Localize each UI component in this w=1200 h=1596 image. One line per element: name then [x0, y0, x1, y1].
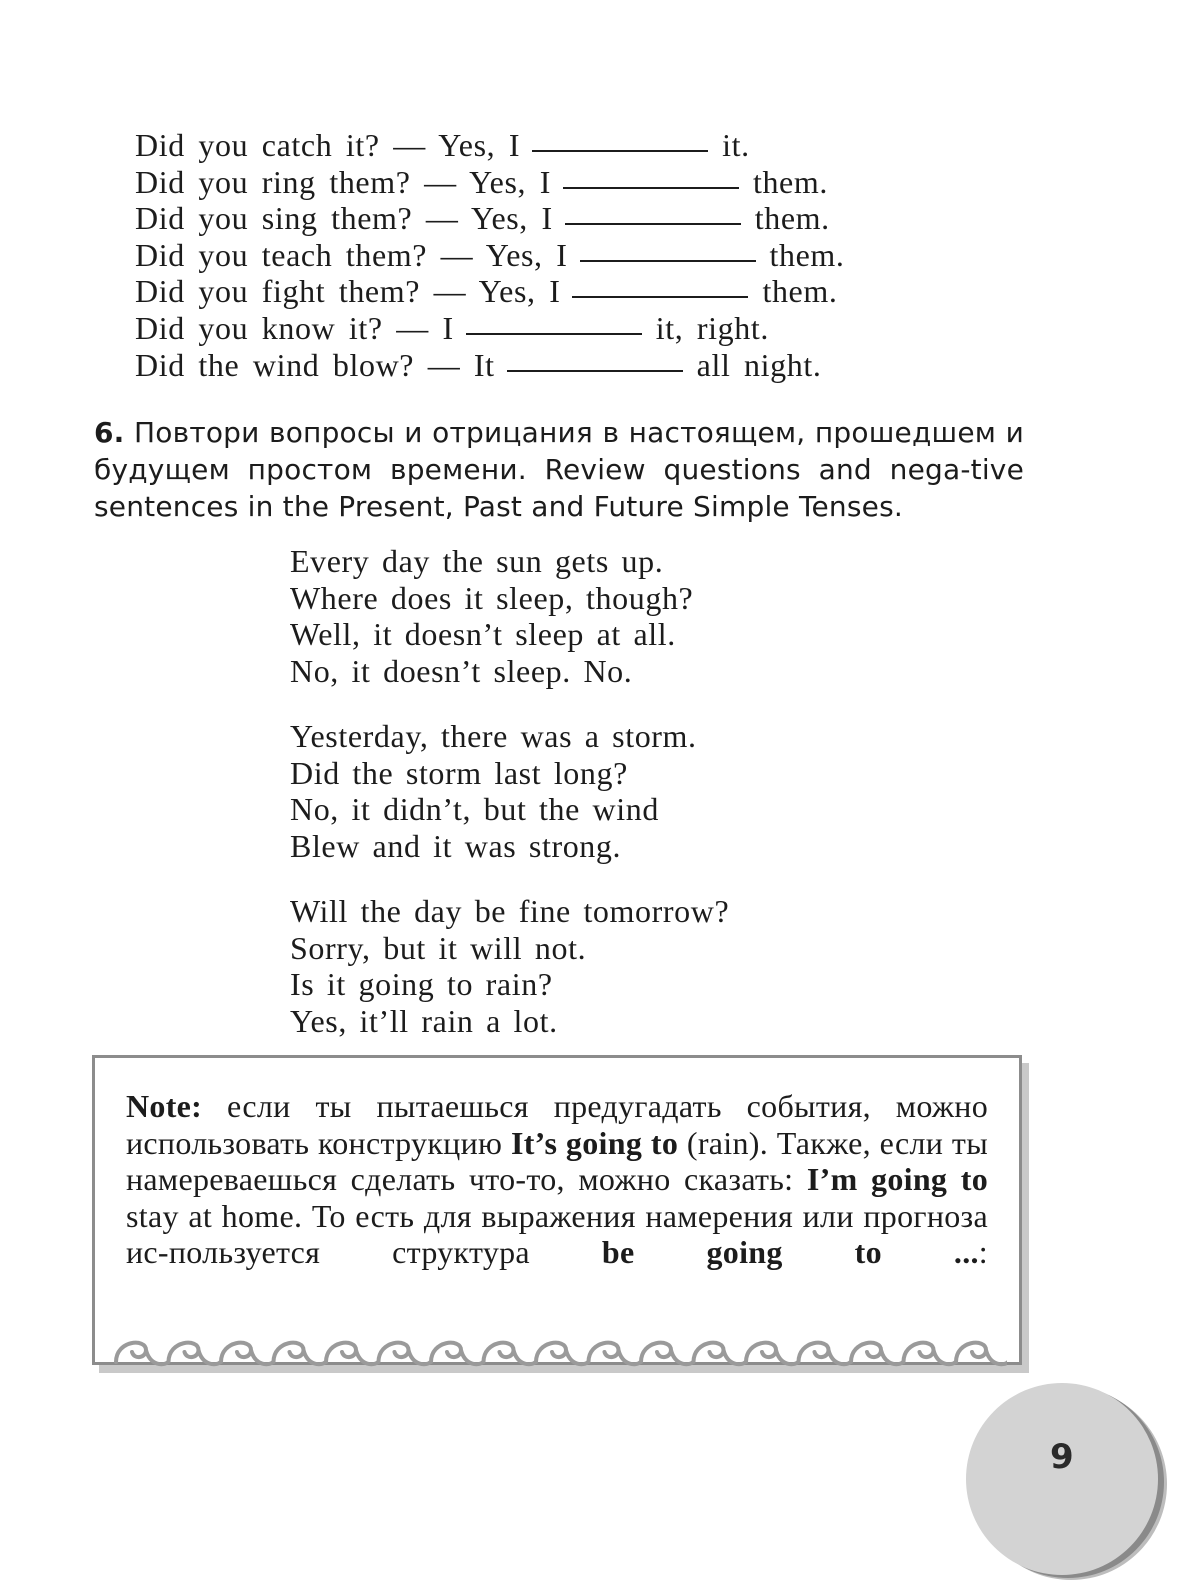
poem-stanza-3	[290, 893, 910, 1039]
poem-line: Every day the sun gets up.	[290, 543, 664, 579]
answer-blank[interactable]	[565, 223, 741, 225]
task-6-instruction	[94, 414, 1024, 525]
curl-icon	[484, 1343, 536, 1365]
exercise-line	[135, 200, 935, 237]
exercise-ending: them.	[752, 163, 828, 200]
poem-stanza-2	[290, 718, 910, 864]
curl-icon	[379, 1343, 431, 1365]
note-keyword: I’m going to	[806, 1161, 988, 1198]
poem-line: Where does it sleep, though?	[290, 579, 694, 616]
exercise-question: Did you ring them? — Yes, I	[135, 163, 551, 200]
curl-icon	[221, 1343, 273, 1365]
poem-line: Did the storm last long?	[290, 754, 628, 791]
curl-icon	[851, 1343, 903, 1365]
curl-icon	[326, 1343, 378, 1365]
note-fragment: :	[978, 1234, 988, 1271]
exercise-question: Did you catch it? — Yes, I	[135, 127, 521, 163]
poem-line: No, it didn’t, but the wind	[290, 791, 659, 828]
poem-line: Well, it doesn’t sleep at all.	[290, 616, 676, 653]
answer-blank[interactable]	[532, 150, 708, 152]
exercise-line	[135, 273, 935, 310]
exercise-line	[135, 237, 935, 274]
note-keyword: It’s going to	[510, 1124, 679, 1161]
exercise-ending: all night.	[696, 346, 822, 383]
curl-icon	[274, 1343, 326, 1365]
note-fragment: (rain). Также, если ты намереваешься сделать что-то, можно сказать:	[126, 1124, 989, 1198]
task-text: Повтори вопросы и отрицания в настоящем, прошедшем и будущем простом времени. Review questions and nega-tive sentences in the Present, Past and Future Simple Tenses.	[94, 416, 1024, 523]
poem-line: Yesterday, there was a storm.	[290, 718, 697, 754]
exercise-line	[135, 347, 935, 384]
curl-icon	[431, 1343, 483, 1365]
poem-stanza-1	[290, 543, 910, 689]
poem-line: Is it going to rain?	[290, 966, 553, 1003]
task-number: 6.	[94, 416, 125, 449]
curl-icon	[641, 1343, 693, 1365]
curl-icon	[956, 1343, 1007, 1365]
answer-blank[interactable]	[466, 333, 642, 335]
curl-icon	[589, 1343, 641, 1365]
exercise-ending: it, right.	[655, 309, 769, 346]
answer-blank[interactable]	[572, 296, 748, 298]
page-number: 9	[1050, 1437, 1074, 1477]
exercise-question: Did you sing them? — Yes, I	[135, 200, 553, 237]
curl-icon	[536, 1343, 588, 1365]
exercise-question: Did you teach them? — Yes, I	[135, 236, 568, 273]
page-number-badge	[966, 1383, 1158, 1575]
note-label: Note:	[126, 1088, 203, 1124]
curl-icon	[799, 1343, 851, 1365]
exercise-line	[135, 127, 935, 164]
fill-in-exercise	[135, 127, 935, 383]
exercise-question: Did you know it? — I	[135, 309, 454, 346]
answer-blank[interactable]	[563, 187, 739, 189]
exercise-ending: it.	[722, 127, 750, 163]
torn-edge-decoration-icon	[112, 1332, 1007, 1376]
answer-blank[interactable]	[507, 370, 683, 372]
note-fragment: stay at home. То есть для выражения намерения или прогноза ис-пользуется структура	[126, 1197, 988, 1271]
poem-line: Yes, it’ll rain a lot.	[290, 1002, 558, 1039]
curl-icon	[694, 1343, 746, 1365]
curl-icon	[746, 1343, 798, 1365]
note-text	[126, 1088, 988, 1271]
exercise-ending: them.	[754, 200, 830, 237]
poem-line: No, it doesn’t sleep. No.	[290, 652, 633, 689]
exercise-ending: them.	[769, 236, 845, 273]
poem-line: Will the day be fine tomorrow?	[290, 893, 730, 929]
poem-line: Blew and it was strong.	[290, 827, 622, 864]
exercise-line	[135, 310, 935, 347]
exercise-question: Did the wind blow? — It	[135, 346, 495, 383]
exercise-question: Did you fight them? — Yes, I	[135, 273, 561, 310]
curl-icon	[169, 1343, 221, 1365]
curl-icon	[904, 1343, 956, 1365]
curl-icon	[116, 1343, 168, 1365]
exercise-line	[135, 164, 935, 201]
exercise-ending: them.	[762, 273, 838, 310]
note-fragment: если ты пытаешься предугадать события, можно использовать конструкцию	[126, 1088, 988, 1161]
note-keyword: be going to ...	[601, 1234, 979, 1271]
poem-line: Sorry, but it will not.	[290, 929, 587, 966]
answer-blank[interactable]	[580, 260, 756, 262]
